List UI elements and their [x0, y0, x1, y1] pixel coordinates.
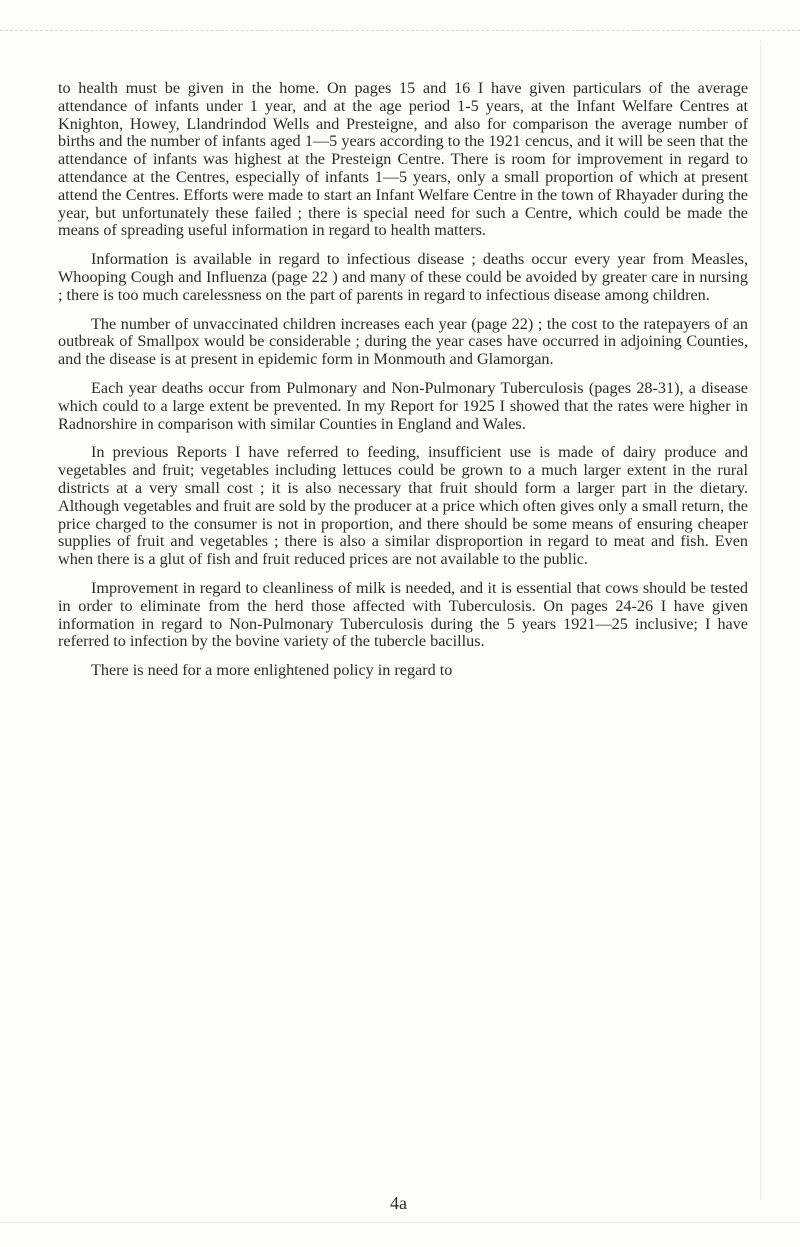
paragraph-infectious-disease: Information is available in regard to infectious disease ; deaths occur every year from Measles, Whooping Cough and Influenza (page 22 ) and many of these could be avoided by greater care in nursing ; there is too much carelessness on the part of parents in regard to infectious disease among children.	[58, 250, 748, 304]
paragraph-health-home: to health must be given in the home. On pages 15 and 16 I have given particulars of the average attendance of infants under 1 year, and at the age period 1-5 years, at the Infant Welfare Centres at Knighton, Howey, Llandrindod Wells and Presteigne, and also for comparison the average number of births and the number of infants aged 1—5 years according to the 1921 cencus, and it will be seen that the attendance of infants was highest at the Presteign Centre. There is room for improvement in regard to attendance at the Centres, especially of infants 1—5 years, only a small proportion of which at present attend the Centres. Efforts were made to start an Infant Welfare Centre in the town of Rhayader during the year, but unfortunately these failed ; there is special need for such a Centre, which could be made the means of spreading useful information in regard to health matters.	[58, 79, 748, 240]
body-text	[58, 80, 748, 691]
paragraph-tuberculosis: Each year deaths occur from Pulmonary and Non-Pulmonary Tuberculosis (pages 28-31), a disease which could to a large extent be prevented. In my Report for 1925 I showed that the rates were higher in Radnorshire in comparison with similar Counties in England and Wales.	[58, 378, 748, 433]
scan-right-edge	[760, 40, 761, 1200]
paragraph-policy: There is need for a more enlightened policy in regard to	[91, 661, 453, 680]
paragraph-vaccination: The number of unvaccinated children increases each year (page 22) ; the cost to the ratepayers of an outbreak of Smallpox would be considerable ; during the year cases have occurred in adjoining Counties, and the disease is at present in epidemic form in Monmouth and Glamorgan.	[58, 314, 748, 369]
page-number: 4a	[390, 1193, 407, 1213]
paragraph-feeding: In previous Reports I have referred to feeding, insufficient use is made of dairy produce and vegetables and fruit; vegetables including lettuces could be grown to a much larger extent in the rural districts at a very small cost ; it is also necessary that fruit should form a larger part in the dietary. Although vegetables and fruit are sold by the producer at a price which often gives only a small return, the price charged to the consumer is not in proportion, and there should be some means of ensuring cheaper supplies of fruit and vegetables ; there is also a similar disproportion in regard to meat and fish. Even when there is a glut of fish and fruit reduced prices are not available to the public.	[58, 443, 748, 569]
paragraph-milk: Improvement in regard to cleanliness of milk is needed, and it is essential that cows should be tested in order to eliminate from the herd those affected with Tuberculosis. On pages 24-26 I have given information in regard to Non-Pulmonary Tuberculosis during the 5 years 1921—25 inclusive; I have referred to infection by the bovine variety of the tubercle bacillus.	[58, 578, 748, 651]
scan-bottom-edge	[0, 1222, 800, 1223]
scan-top-edge	[0, 30, 800, 31]
